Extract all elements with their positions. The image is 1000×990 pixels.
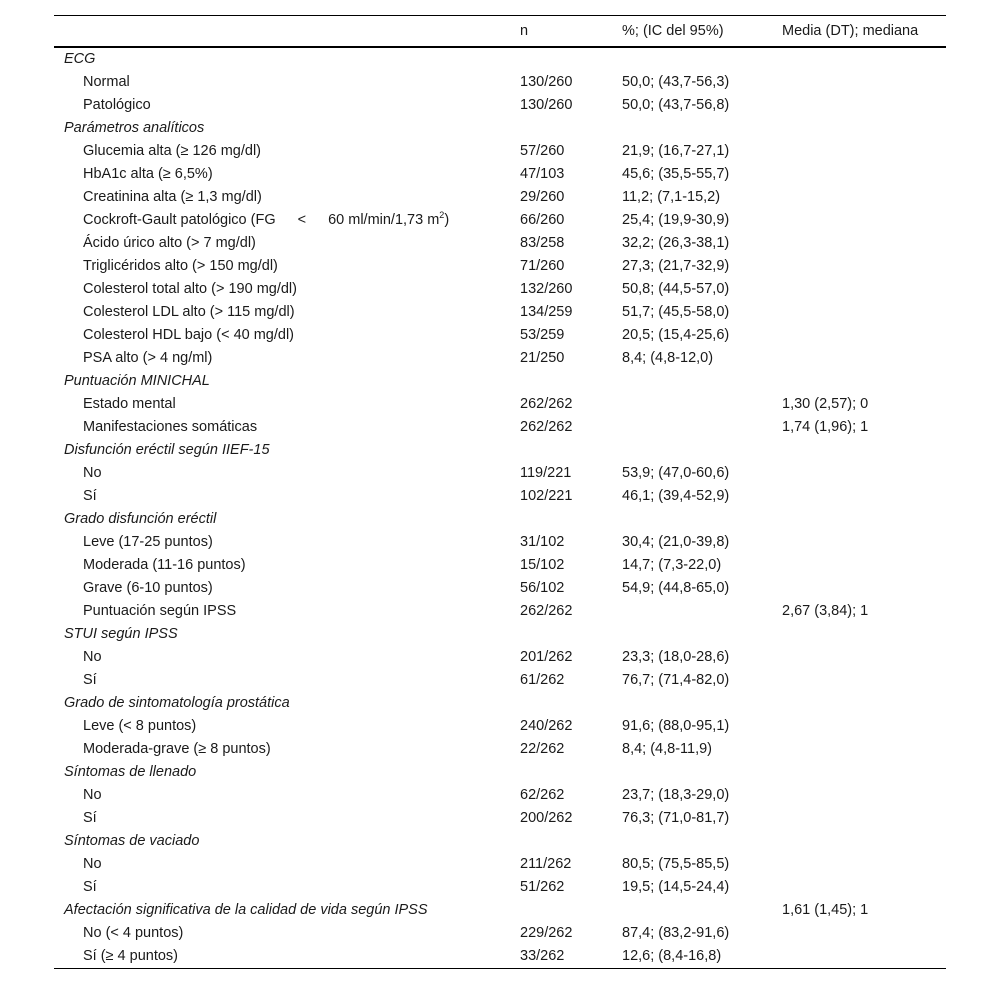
label-text: Leve (< 8 puntos) <box>83 718 197 734</box>
table-row <box>54 301 946 324</box>
label-text: No (< 4 puntos) <box>83 925 184 941</box>
cell-mean-sd-median <box>772 117 946 140</box>
cell-mean-sd-median <box>772 784 946 807</box>
row-label <box>54 393 510 416</box>
cell-n: 102/221 <box>520 488 573 504</box>
row-label <box>54 301 510 324</box>
cell-percent-ci <box>612 623 772 646</box>
label-text: STUI según IPSS <box>64 626 178 642</box>
label-text: Sí <box>83 810 97 826</box>
cell-percent-ci: 8,4; (4,8-12,0) <box>622 350 714 366</box>
label-text: Sí (≥ 4 puntos) <box>83 948 179 964</box>
label-superscript: 2 <box>439 210 445 221</box>
section-label <box>54 439 510 462</box>
row-label <box>54 462 510 485</box>
table-row <box>54 945 946 969</box>
cell-n: 134/259 <box>520 304 573 320</box>
cell-percent-ci: 19,5; (14,5-24,4) <box>622 879 730 895</box>
cell-percent-ci: 80,5; (75,5-85,5) <box>622 856 730 872</box>
section-label <box>54 370 510 393</box>
section-label <box>54 117 510 140</box>
cell-n <box>510 692 612 715</box>
row-label <box>54 186 510 209</box>
section-label <box>54 692 510 715</box>
cell-percent-ci: 14,7; (7,3-22,0) <box>622 557 722 573</box>
table-row <box>54 209 946 232</box>
cell-n <box>510 117 612 140</box>
table-row <box>54 393 946 416</box>
cell-percent-ci <box>612 370 772 393</box>
cell-mean-sd-median: 1,30 (2,57); 0 <box>782 396 869 412</box>
cell-mean-sd-median <box>772 71 946 94</box>
cell-mean-sd-median <box>772 209 946 232</box>
section-label <box>54 899 510 922</box>
row-label <box>54 531 510 554</box>
results-table <box>54 15 946 969</box>
table-header <box>54 16 946 48</box>
section-label <box>54 47 510 71</box>
label-text: Puntuación según IPSS <box>83 603 237 619</box>
row-label <box>54 554 510 577</box>
section-label <box>54 623 510 646</box>
label-text: Sí <box>83 488 97 504</box>
section-label <box>54 761 510 784</box>
label-text: Disfunción eréctil según IIEF-15 <box>64 442 270 458</box>
table-row <box>54 163 946 186</box>
label-text: Colesterol HDL bajo (< 40 mg/dl) <box>83 327 295 343</box>
cell-percent-ci: 91,6; (88,0-95,1) <box>622 718 730 734</box>
cell-mean-sd-median <box>772 163 946 186</box>
label-text: Triglicéridos alto (> 150 mg/dl) <box>83 258 278 274</box>
cell-percent-ci: 21,9; (16,7-27,1) <box>622 143 730 159</box>
cell-percent-ci <box>612 600 772 623</box>
cell-n: 33/262 <box>510 945 612 969</box>
table-row <box>54 531 946 554</box>
cell-mean-sd-median <box>772 761 946 784</box>
cell-n: 262/262 <box>520 419 573 435</box>
label-text: Sí <box>83 879 97 895</box>
row-label <box>54 646 510 669</box>
cell-mean-sd-median <box>772 94 946 117</box>
section-label <box>54 830 510 853</box>
cell-n <box>510 761 612 784</box>
label-text: No <box>83 465 102 481</box>
cell-percent-ci: 50,8; (44,5-57,0) <box>622 281 730 297</box>
cell-mean-sd-median <box>772 646 946 669</box>
cell-percent-ci <box>612 692 772 715</box>
cell-mean-sd-median: 1,61 (1,45); 1 <box>782 902 869 918</box>
cell-percent-ci: 54,9; (44,8-65,0) <box>622 580 730 596</box>
section-row <box>54 899 946 922</box>
cell-mean-sd-median <box>772 255 946 278</box>
cell-n: 201/262 <box>520 649 573 665</box>
label-text: Moderada (11-16 puntos) <box>83 557 246 573</box>
cell-n: 119/221 <box>520 465 572 481</box>
table-row <box>54 462 946 485</box>
cell-mean-sd-median <box>772 577 946 600</box>
cell-mean-sd-median <box>772 922 946 945</box>
cell-percent-ci <box>612 761 772 784</box>
cell-percent-ci: 12,6; (8,4-16,8) <box>612 945 772 969</box>
table-row <box>54 715 946 738</box>
label-text: Grado de sintomatología prostática <box>64 695 290 711</box>
table-row <box>54 600 946 623</box>
table-row <box>54 255 946 278</box>
table-row <box>54 278 946 301</box>
table-row <box>54 922 946 945</box>
label-text: Puntuación MINICHAL <box>64 373 210 389</box>
row-label <box>54 163 510 186</box>
cell-n: 47/103 <box>520 166 565 182</box>
cell-percent-ci: 8,4; (4,8-11,9) <box>622 741 713 757</box>
label-text: Manifestaciones somáticas <box>83 419 258 435</box>
cell-mean-sd-median: 1,74 (1,96); 1 <box>782 419 869 435</box>
cell-mean-sd-median <box>772 508 946 531</box>
table-row <box>54 646 946 669</box>
row-label <box>54 715 510 738</box>
label-text: No <box>83 649 102 665</box>
row-label <box>54 324 510 347</box>
cell-n: 211/262 <box>520 856 572 872</box>
row-label <box>54 807 510 830</box>
row-label <box>54 853 510 876</box>
cell-percent-ci: 76,7; (71,4-82,0) <box>622 672 730 688</box>
table-row <box>54 784 946 807</box>
label-text: Estado mental <box>83 396 176 412</box>
row-label <box>54 416 510 439</box>
cell-n: 51/262 <box>520 879 565 895</box>
cell-percent-ci <box>612 439 772 462</box>
cell-percent-ci: 87,4; (83,2-91,6) <box>622 925 730 941</box>
section-row <box>54 370 946 393</box>
section-label <box>54 508 510 531</box>
label-text: HbA1c alta (≥ 6,5%) <box>83 166 213 182</box>
cell-mean-sd-median <box>772 554 946 577</box>
row-label <box>54 347 510 370</box>
section-row <box>54 692 946 715</box>
label-text: ECG <box>64 51 96 67</box>
table-row <box>54 324 946 347</box>
cell-n: 31/102 <box>520 534 565 550</box>
cell-percent-ci <box>612 508 772 531</box>
row-label <box>54 876 510 899</box>
label-text: Colesterol total alto (> 190 mg/dl) <box>83 281 297 297</box>
row-label <box>54 94 510 117</box>
cell-percent-ci: 45,6; (35,5-55,7) <box>622 166 730 182</box>
table-row <box>54 232 946 255</box>
cell-n: 240/262 <box>520 718 573 734</box>
cell-percent-ci: 23,3; (18,0-28,6) <box>622 649 730 665</box>
section-row <box>54 508 946 531</box>
cell-mean-sd-median <box>772 278 946 301</box>
cell-percent-ci <box>612 830 772 853</box>
cell-mean-sd-median <box>772 324 946 347</box>
cell-percent-ci: 76,3; (71,0-81,7) <box>622 810 730 826</box>
cell-mean-sd-median <box>772 692 946 715</box>
cell-n: 61/262 <box>520 672 565 688</box>
cell-n <box>510 899 612 922</box>
cell-n: 262/262 <box>520 396 573 412</box>
cell-n: 62/262 <box>520 787 565 803</box>
header-mean-sd-median: Media (DT); mediana <box>772 16 946 48</box>
cell-n: 83/258 <box>520 235 565 251</box>
cell-mean-sd-median <box>772 347 946 370</box>
cell-mean-sd-median <box>772 140 946 163</box>
cell-percent-ci: 46,1; (39,4-52,9) <box>622 488 730 504</box>
cell-percent-ci: 30,4; (21,0-39,8) <box>622 534 730 550</box>
cell-percent-ci: 27,3; (21,7-32,9) <box>622 258 730 274</box>
cell-mean-sd-median <box>772 462 946 485</box>
table-row <box>54 807 946 830</box>
cell-percent-ci <box>612 117 772 140</box>
row-label <box>54 922 510 945</box>
table-row <box>54 738 946 761</box>
label-unit: 60 ml/min/1,73 m <box>328 212 440 228</box>
cell-percent-ci: 53,9; (47,0-60,6) <box>622 465 730 481</box>
cell-n: 53/259 <box>520 327 565 343</box>
cell-mean-sd-median <box>772 669 946 692</box>
cell-percent-ci: 11,2; (7,1-15,2) <box>622 189 721 205</box>
label-text: Patológico <box>83 97 151 113</box>
section-row <box>54 830 946 853</box>
cell-n <box>510 830 612 853</box>
cell-mean-sd-median <box>772 531 946 554</box>
cell-percent-ci <box>612 47 772 71</box>
cell-mean-sd-median <box>772 301 946 324</box>
cell-mean-sd-median <box>772 485 946 508</box>
table-row <box>54 853 946 876</box>
cell-n: 15/102 <box>520 557 565 573</box>
cell-n: 262/262 <box>520 603 573 619</box>
cell-percent-ci: 50,0; (43,7-56,8) <box>622 97 730 113</box>
label-text: Colesterol LDL alto (> 115 mg/dl) <box>83 304 295 320</box>
cell-mean-sd-median <box>772 370 946 393</box>
table-row <box>54 485 946 508</box>
cell-n: 71/260 <box>520 258 565 274</box>
row-label <box>54 738 510 761</box>
label-text: Síntomas de vaciado <box>64 833 200 849</box>
cell-n: 57/260 <box>520 143 565 159</box>
section-row <box>54 623 946 646</box>
label-text: No <box>83 856 102 872</box>
cell-percent-ci <box>612 899 772 922</box>
cell-mean-sd-median <box>772 830 946 853</box>
cell-n: 66/260 <box>520 212 565 228</box>
row-label <box>54 577 510 600</box>
label-text: Creatinina alta (≥ 1,3 mg/dl) <box>83 189 262 205</box>
cell-n: 130/260 <box>520 74 573 90</box>
row-label <box>54 140 510 163</box>
cell-n: 229/262 <box>520 925 573 941</box>
row-label <box>54 255 510 278</box>
row-label <box>54 209 510 232</box>
row-label <box>54 71 510 94</box>
label-text: Sí <box>83 672 97 688</box>
cell-percent-ci <box>612 393 772 416</box>
cell-mean-sd-median <box>772 738 946 761</box>
cell-percent-ci: 50,0; (43,7-56,3) <box>622 74 730 90</box>
label-text: No <box>83 787 102 803</box>
label-text: Ácido úrico alto (> 7 mg/dl) <box>83 235 256 251</box>
row-label <box>54 945 510 969</box>
cell-percent-ci <box>612 416 772 439</box>
label-text: Leve (17-25 puntos) <box>83 534 213 550</box>
label-text: PSA alto (> 4 ng/ml) <box>83 350 213 366</box>
cell-n: 29/260 <box>520 189 565 205</box>
table-row <box>54 577 946 600</box>
table-row <box>54 140 946 163</box>
cell-percent-ci: 25,4; (19,9-30,9) <box>622 212 730 228</box>
section-row <box>54 117 946 140</box>
table-row <box>54 416 946 439</box>
cell-mean-sd-median <box>772 945 946 969</box>
cell-percent-ci: 20,5; (15,4-25,6) <box>622 327 730 343</box>
cell-mean-sd-median <box>772 715 946 738</box>
row-label <box>54 669 510 692</box>
cell-n <box>510 370 612 393</box>
label-text: Parámetros analíticos <box>64 120 205 136</box>
cell-n: 21/250 <box>520 350 565 366</box>
cell-mean-sd-median: 2,67 (3,84); 1 <box>782 603 869 619</box>
cell-n <box>510 439 612 462</box>
cell-n: 132/260 <box>520 281 573 297</box>
label-text: Cockroft-Gault patológico (FG <box>83 212 276 228</box>
cell-mean-sd-median <box>772 876 946 899</box>
cell-mean-sd-median <box>772 47 946 71</box>
table-body <box>54 47 946 969</box>
cell-mean-sd-median <box>772 623 946 646</box>
section-row <box>54 47 946 71</box>
label-close: ) <box>444 212 450 228</box>
section-row <box>54 439 946 462</box>
cell-n <box>510 508 612 531</box>
cell-mean-sd-median <box>772 439 946 462</box>
table-row <box>54 71 946 94</box>
row-label <box>54 278 510 301</box>
header-row <box>54 16 946 48</box>
label-text: Grave (6-10 puntos) <box>83 580 213 596</box>
cell-n: 56/102 <box>520 580 565 596</box>
row-label <box>54 600 510 623</box>
cell-percent-ci: 23,7; (18,3-29,0) <box>622 787 730 803</box>
table-row <box>54 186 946 209</box>
label-operator: < <box>297 212 307 228</box>
cell-n <box>510 47 612 71</box>
label-text: Síntomas de llenado <box>64 764 197 780</box>
row-label <box>54 784 510 807</box>
header-n: n <box>510 16 612 48</box>
cell-mean-sd-median <box>772 232 946 255</box>
cell-percent-ci: 51,7; (45,5-58,0) <box>622 304 730 320</box>
cell-n: 200/262 <box>520 810 573 826</box>
cell-n <box>510 623 612 646</box>
section-row <box>54 761 946 784</box>
header-label <box>54 16 510 48</box>
cell-mean-sd-median <box>772 186 946 209</box>
cell-mean-sd-median <box>772 807 946 830</box>
cell-mean-sd-median <box>772 853 946 876</box>
cell-percent-ci: 32,2; (26,3-38,1) <box>622 235 730 251</box>
cell-n: 22/262 <box>520 741 565 757</box>
label-text: Glucemia alta (≥ 126 mg/dl) <box>83 143 262 159</box>
row-label <box>54 485 510 508</box>
table-row <box>54 669 946 692</box>
table-row <box>54 347 946 370</box>
header-percent-ci: %; (IC del 95%) <box>612 16 772 48</box>
label-text: Afectación significativa de la calidad de vida según IPSS <box>64 902 428 918</box>
label-text: Normal <box>83 74 130 90</box>
label-text: Moderada-grave (≥ 8 puntos) <box>83 741 271 757</box>
label-text: Grado disfunción eréctil <box>64 511 217 527</box>
cell-n: 130/260 <box>520 97 573 113</box>
table-row <box>54 554 946 577</box>
table-row <box>54 876 946 899</box>
table-row <box>54 94 946 117</box>
row-label <box>54 232 510 255</box>
